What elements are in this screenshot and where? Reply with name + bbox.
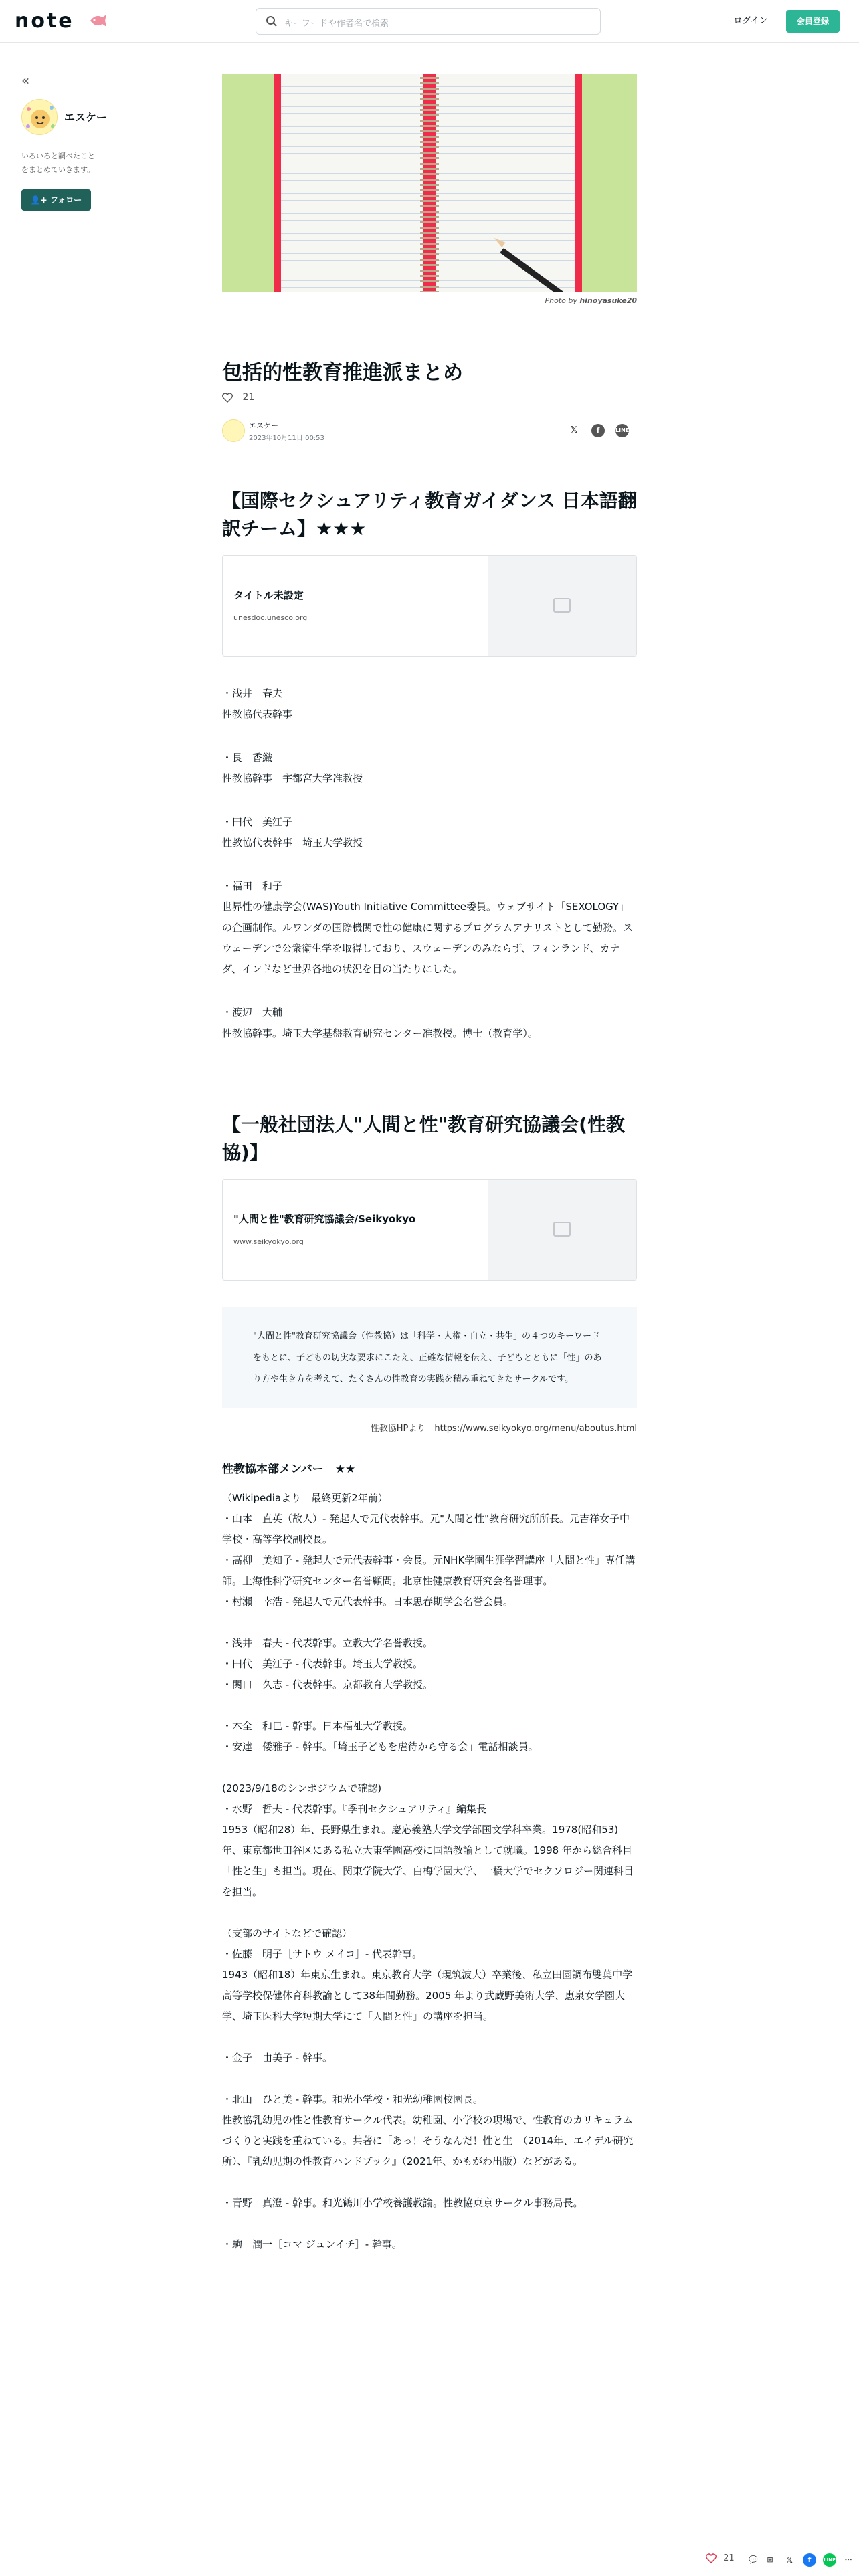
hero-image bbox=[222, 74, 637, 292]
embed-card-domain: unesdoc.unesco.org bbox=[233, 613, 308, 622]
member-line: ・安達 倭雅子 - 幹事。「埼玉子どもを虐待から守る会」電話相談員。 bbox=[222, 1741, 539, 1753]
member-line: 1943（昭和18）年東京生まれ。東京教育大学（現筑波大）卒業後、私立田園調布雙葉中学高等学校保健体育科教諭として38年間勤務。2005 年より武蔵野美術大学、恵泉女学園大学、埼玉医科大学短期大学にて「人間と性」の講座を担当。 bbox=[222, 1969, 633, 2022]
quote-source: 性教協HPより https://www.seikyokyo.org/menu/aboutus.html bbox=[370, 1424, 637, 1434]
notebook-spiral bbox=[420, 74, 439, 292]
embed-card-title: タイトル未設定 bbox=[233, 589, 304, 601]
section-heading-seikyokyo: 【一般社団法人"人間と性"教育研究協議会(性教協)】 bbox=[222, 1113, 625, 1164]
article-title: 包括的性教育推進派まとめ bbox=[222, 361, 463, 385]
embed-card-title: "人間と性"教育研究協議会/Seikyokyo bbox=[233, 1213, 416, 1225]
member-role: 世界性の健康学会(WAS)Youth Initiative Committee委員。ウェブサイト「SEXOLOGY」の企画制作。ルワンダの国際機関で性の健康に関するプログラムアナリストとして勤務。スウェーデンで公衆衛生学を取得しており、スウェーデンのみならず、フィンランド、カナダ、インドなど世界各地の状況を目の当たりにした。 bbox=[222, 901, 633, 975]
spacer bbox=[222, 2068, 637, 2089]
member-list bbox=[222, 1488, 637, 2255]
follow-button[interactable] bbox=[21, 189, 91, 211]
global-header bbox=[0, 0, 859, 43]
member-line: ・北山 ひと美 - 幹事。和光小学校・和光幼稚園校園長。 bbox=[222, 2093, 483, 2105]
x-share-icon[interactable]: 𝕏 bbox=[570, 425, 578, 435]
spacer bbox=[222, 2172, 637, 2193]
search-input[interactable] bbox=[256, 8, 601, 35]
heart-icon[interactable] bbox=[222, 393, 233, 403]
member-line: ・村瀬 幸浩 - 発起人で元代表幹事。日本思春期学会名誉会員。 bbox=[222, 1596, 513, 1608]
floating-like[interactable] bbox=[706, 2553, 735, 2563]
spacer bbox=[222, 2214, 637, 2234]
search-icon bbox=[266, 15, 278, 27]
member-line: ・駒 潤一［コマ ジュンイチ］- 幹事。 bbox=[222, 2238, 402, 2250]
member-name: ・渡辺 大輔 bbox=[222, 1006, 283, 1018]
search-placeholder: キーワードや作者名で検索 bbox=[284, 19, 389, 29]
spacer bbox=[222, 1695, 637, 1716]
more-icon[interactable]: ⋯ bbox=[844, 2555, 852, 2564]
user-plus-icon: 👤+ bbox=[30, 195, 50, 205]
avatar-illustration-icon bbox=[22, 100, 58, 135]
notebook-right-page bbox=[430, 74, 582, 292]
like-row[interactable] bbox=[222, 392, 254, 403]
blockquote: "人間と性"教育研究協議会（性教協）は「科学・人権・自立・共生」の４つのキーワードをもとに、子どもの切実な要求にこたえ、正確な情報を伝え、子どもとともに「性」のあり方や生き方を考えて、たくさんの性教育の実践を積み重ねてきたサークルです。 bbox=[222, 1307, 637, 1408]
member-line: （支部のサイトなどで確認） bbox=[222, 1927, 352, 1939]
member-line: ・関口 久志 - 代表幹事。京都教育大学教授。 bbox=[222, 1679, 433, 1691]
member-line: ・田代 美江子 - 代表幹事。埼玉大学教授。 bbox=[222, 1658, 423, 1670]
member-name: ・艮 香織 bbox=[222, 752, 273, 764]
creator-description: いろいろと調べたことをまとめていきます。 bbox=[21, 152, 95, 174]
line-share-icon[interactable]: LINE bbox=[615, 424, 629, 437]
member-name: ・浅井 春夫 bbox=[222, 687, 283, 700]
member-name: ・福田 和子 bbox=[222, 880, 283, 892]
member-line: ・高柳 美知子 - 発起人で元代表幹事・会長。元NHK学園生涯学習講座「人間と性」専任講師。上海性科学研究センター名誉顧問。北京性健康教育研究会名誉理事。 bbox=[222, 1554, 636, 1587]
notebook-left-page bbox=[274, 74, 430, 292]
x-share-icon[interactable]: 𝕏 bbox=[786, 2555, 793, 2565]
member-line: （Wikipediaより 最終更新2年前） bbox=[222, 1492, 388, 1504]
member-name: ・田代 美江子 bbox=[222, 816, 293, 828]
article-body bbox=[222, 487, 637, 2255]
author-name[interactable]: エスケー bbox=[249, 421, 278, 430]
floating-like-count: 21 bbox=[723, 2553, 735, 2563]
member-line: ・金子 由美子 - 幹事。 bbox=[222, 2052, 332, 2064]
creator-name[interactable]: エスケー bbox=[64, 111, 108, 124]
like-count: 21 bbox=[242, 392, 255, 403]
heart-icon[interactable] bbox=[706, 2553, 717, 2563]
spacer bbox=[222, 1757, 637, 1778]
publish-date: 2023年10月11日 00:53 bbox=[249, 435, 324, 442]
line-share-icon[interactable]: LINE bbox=[823, 2553, 836, 2567]
login-button[interactable]: ログイン bbox=[733, 16, 768, 26]
fish-icon bbox=[89, 13, 108, 28]
member-line: ・山本 直英（故人）- 発起人で元代表幹事。元"人間と性"教育研究所所長。元吉祥女子中学校・高等学校副校長。 bbox=[222, 1513, 630, 1545]
member-line: (2023/9/18のシンポジウムで確認) bbox=[222, 1782, 382, 1794]
member-role: 性教協代表幹事 bbox=[222, 708, 293, 720]
embed-card-seikyokyo[interactable] bbox=[222, 1179, 637, 1281]
facebook-share-icon[interactable]: f bbox=[591, 424, 605, 437]
follow-label: フォロー bbox=[50, 195, 82, 205]
member-line: 性教協乳幼児の性と性教育サークル代表。幼稚園、小学校の現場で、性教育のカリキュラムづくりと実践を重ねている。共著に「あっ！そうなんだ！性と生」（2014年、エイデル研究所）、『乳幼児期の性教育ハンドブック』（2021年、かもがわ出版）などがある。 bbox=[222, 2114, 634, 2167]
embed-card-domain: www.seikyokyo.org bbox=[233, 1237, 304, 1246]
author-avatar[interactable] bbox=[222, 419, 245, 442]
member-role: 性教協代表幹事 埼玉大学教授 bbox=[222, 837, 363, 849]
spacer bbox=[222, 1903, 637, 1923]
member-line: ・浅井 春夫 - 代表幹事。立教大学名誉教授。 bbox=[222, 1637, 433, 1649]
photo-credit bbox=[222, 296, 637, 305]
facebook-share-icon[interactable]: f bbox=[803, 2553, 816, 2567]
member-role: 性教協幹事。埼玉大学基盤教育研究センター准教授。博士（教育学）。 bbox=[222, 1027, 538, 1039]
creator-avatar[interactable] bbox=[21, 99, 58, 135]
credit-prefix: Photo by bbox=[545, 296, 577, 305]
spacer bbox=[222, 1612, 637, 1633]
image-placeholder-icon bbox=[488, 1180, 636, 1280]
member-line: ・佐藤 明子［サトウ メイコ］- 代表幹事。 bbox=[222, 1948, 423, 1960]
member-line: 1953（昭和28）年、長野県生まれ。慶応義塾大学文学部国文学科卒業。1978(昭和53) 年、東京都世田谷区にある私立大東学園高校に国語教諭として就職。1998 年から総合科目「性と生」も担当。現在、関東学院大学、白梅学園大学、一橋大学でセクソロジー関連科目を担当。 bbox=[222, 1824, 634, 1898]
member-line: ・青野 真澄 - 幹事。和光鶴川小学校養護教諭。性教協東京サークル事務局長。 bbox=[222, 2197, 583, 2209]
member-line: ・水野 哲夫 - 代表幹事。『季刊セクシュアリティ』編集長 bbox=[222, 1803, 487, 1815]
comment-icon[interactable]: 💬 bbox=[749, 2555, 758, 2564]
note-logo[interactable]: note bbox=[15, 9, 74, 33]
credit-author-link[interactable]: hinoyasuke20 bbox=[579, 296, 637, 305]
signup-button[interactable]: 会員登録 bbox=[786, 10, 840, 33]
section-heading-guidance: 【国際セクシュアリティ教育ガイダンス 日本語翻訳チーム】★★★ bbox=[222, 490, 637, 540]
spacer bbox=[222, 2027, 637, 2048]
embed-card-unesco[interactable] bbox=[222, 555, 637, 657]
magazine-add-icon[interactable]: ⊞ bbox=[767, 2555, 773, 2564]
member-role: 性教協幹事 宇都宮大学准教授 bbox=[222, 772, 363, 784]
subheading-members: 性教協本部メンバー ★★ bbox=[222, 1463, 356, 1476]
member-line: ・木全 和巳 - 幹事。日本福祉大学教授。 bbox=[222, 1720, 413, 1732]
collapse-sidebar-icon[interactable]: « bbox=[21, 72, 30, 88]
image-placeholder-icon bbox=[488, 556, 636, 656]
